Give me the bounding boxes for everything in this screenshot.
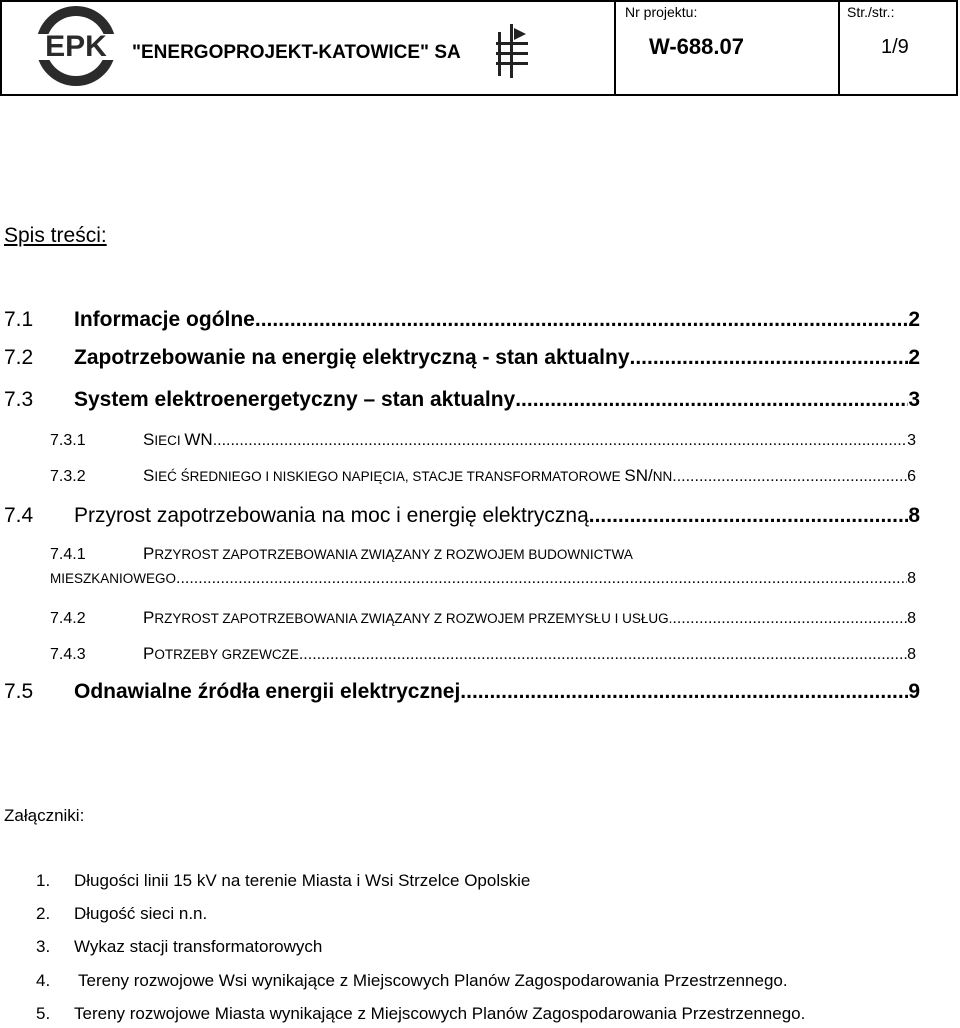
project-number: W-688.07 bbox=[649, 34, 744, 59]
toc-leader bbox=[672, 468, 907, 486]
toc-number: 7.4.2 bbox=[50, 610, 86, 627]
toc-title: Spis treści: bbox=[4, 224, 107, 247]
toc-text: Zapotrzebowanie na energię elektryczną - stan aktualny bbox=[74, 346, 630, 369]
toc-leader bbox=[630, 346, 909, 370]
toc-entry-7-4-1[interactable] bbox=[50, 544, 916, 564]
toc-entry-7-1[interactable] bbox=[4, 308, 920, 332]
toc-entry-7-5[interactable] bbox=[4, 680, 920, 704]
toc-leader bbox=[176, 570, 907, 588]
header-border-top bbox=[0, 0, 958, 2]
company-mark-icon bbox=[492, 22, 532, 80]
toc-entry-7-4-3[interactable] bbox=[50, 644, 916, 664]
toc-number: 7.4.3 bbox=[50, 646, 86, 663]
toc-number: 7.4 bbox=[4, 504, 34, 527]
toc-page: 9 bbox=[908, 680, 920, 703]
header-border-right bbox=[956, 0, 958, 96]
toc-entry-7-4-1-cont[interactable] bbox=[50, 570, 916, 588]
toc-page: 8 bbox=[907, 570, 916, 587]
toc-text-continued: MIESZKANIOWEGO bbox=[50, 571, 177, 586]
toc-number: 7.3.2 bbox=[50, 468, 86, 485]
toc-entry-7-3[interactable] bbox=[4, 388, 920, 412]
logo-text: EPK bbox=[45, 30, 107, 63]
toc-text: PRZYROST ZAPOTRZEBOWANIA ZWIĄZANY Z ROZWOJEM BUDOWNICTWA bbox=[143, 544, 633, 563]
project-number-label: Nr projektu: bbox=[625, 4, 698, 20]
page-label: Str./str.: bbox=[847, 4, 895, 20]
toc-leader bbox=[213, 432, 907, 450]
toc-leader bbox=[255, 308, 908, 332]
toc-text: Przyrost zapotrzebowania na moc i energię elektryczną bbox=[74, 504, 589, 527]
toc-text: PRZYROST ZAPOTRZEBOWANIA ZWIĄZANY Z ROZWOJEM PRZEMYSŁU I USŁUG. bbox=[143, 608, 673, 627]
toc-leader bbox=[589, 504, 909, 528]
attachment-item: 5. Tereny rozwojowe Miasta wynikające z Miejscowych Planów Zagospodarowania Przestrzennego. bbox=[36, 1004, 806, 1023]
toc-entry-7-4[interactable] bbox=[4, 504, 920, 528]
toc-leader bbox=[299, 646, 907, 664]
attachment-item: 4. Tereny rozwojowe Wsi wynikające z Miejscowych Planów Zagospodarowania Przestrzennego. bbox=[36, 971, 788, 990]
toc-leader bbox=[460, 680, 908, 704]
attachment-item: 1. Długości linii 15 kV na terenie Miasta i Wsi Strzelce Opolskie bbox=[36, 871, 531, 890]
toc-entry-7-3-1[interactable] bbox=[50, 430, 916, 450]
toc-page: 3 bbox=[907, 432, 916, 449]
toc-number: 7.1 bbox=[4, 308, 34, 331]
toc-leader bbox=[672, 610, 907, 628]
header-divider-2 bbox=[838, 0, 840, 96]
toc-text: SIECI WN bbox=[143, 430, 213, 449]
toc-page: 3 bbox=[908, 388, 920, 411]
toc-text: System elektroenergetyczny – stan aktualny bbox=[74, 388, 516, 411]
document-header bbox=[0, 0, 958, 96]
toc-leader bbox=[515, 388, 908, 412]
toc-text: SIEĆ ŚREDNIEGO I NISKIEGO NAPIĘCIA, STACJE TRANSFORMATOROWE SN/NN bbox=[143, 466, 673, 485]
toc-number: 7.3.1 bbox=[50, 432, 86, 449]
toc-page: 8 bbox=[907, 610, 916, 627]
toc-text: POTRZEBY GRZEWCZE bbox=[143, 644, 299, 663]
toc-number: 7.4.1 bbox=[50, 546, 86, 563]
toc-page: 8 bbox=[908, 504, 920, 527]
toc-number: 7.5 bbox=[4, 680, 34, 703]
attachment-item: 2. Długość sieci n.n. bbox=[36, 904, 208, 923]
toc-page: 8 bbox=[907, 646, 916, 663]
toc-text: Informacje ogólne bbox=[74, 308, 255, 331]
toc-page: 2 bbox=[908, 308, 920, 331]
toc-entry-7-3-2[interactable] bbox=[50, 466, 916, 486]
header-divider-1 bbox=[614, 0, 616, 96]
epk-logo bbox=[34, 4, 118, 88]
toc-number: 7.2 bbox=[4, 346, 34, 369]
header-border-left bbox=[0, 0, 2, 96]
toc-text: Odnawialne źródła energii elektrycznej bbox=[74, 680, 461, 703]
toc-page: 2 bbox=[908, 346, 920, 369]
toc-entry-7-2[interactable] bbox=[4, 346, 920, 370]
page-number: 1/9 bbox=[881, 36, 909, 58]
toc-entry-7-4-2[interactable] bbox=[50, 608, 916, 628]
toc-page: 6 bbox=[907, 468, 916, 485]
toc-number: 7.3 bbox=[4, 388, 34, 411]
attachments-title: Załączniki: bbox=[4, 806, 85, 825]
attachment-item: 3. Wykaz stacji transformatorowych bbox=[36, 937, 323, 956]
header-border-bottom bbox=[0, 94, 958, 96]
company-name: "ENERGOPROJEKT-KATOWICE" SA bbox=[132, 42, 461, 63]
